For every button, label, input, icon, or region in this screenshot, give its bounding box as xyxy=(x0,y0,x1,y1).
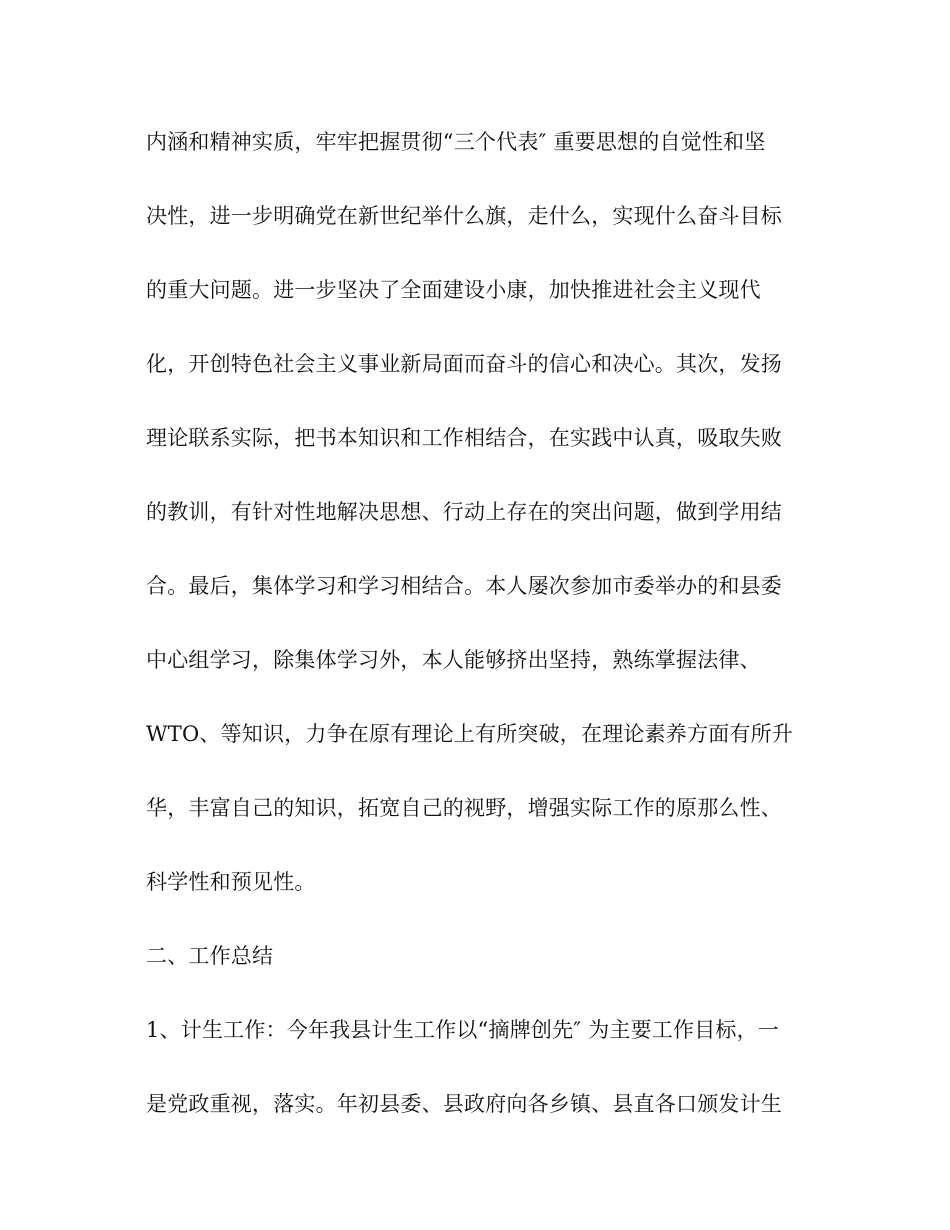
body-text-line: 华，丰富自己的知识，拓宽自己的视野，增强实际工作的原那么性、 xyxy=(146,796,782,820)
body-text-line: 决性，进一步明确党在新世纪举什么旗，走什么，实现什么奋斗目标 xyxy=(146,204,782,228)
body-text-line: 合。最后，集体学习和学习相结合。本人屡次参加市委举办的和县委 xyxy=(146,574,782,598)
body-text-line: 的教训，有针对性地解决思想、行动上存在的突出问题，做到学用结 xyxy=(146,500,782,524)
section-heading: 二、工作总结 xyxy=(146,944,274,968)
body-text-line: 的重大问题。进一步坚决了全面建设小康，加快推进社会主义现代 xyxy=(146,278,761,302)
body-text-line: 理论联系实际，把书本知识和工作相结合，在实践中认真，吸取失败 xyxy=(146,426,782,450)
body-text-line: 是党政重视，落实。年初县委、县政府向各乡镇、县直各口颁发计生 xyxy=(146,1092,782,1116)
body-text-line: 中心组学习，除集体学习外，本人能够挤出坚持，熟练掌握法律、 xyxy=(146,648,761,672)
body-text-line: 化，开创特色社会主义事业新局面而奋斗的信心和决心。其次，发扬 xyxy=(146,352,782,376)
body-text-line: 科学性和预见性。 xyxy=(146,870,316,894)
body-text-line: WTO、等知识，力争在原有理论上有所突破，在理论素养方面有所升 xyxy=(146,722,794,746)
body-text-line: 1、计生工作：今年我县计生工作以“摘牌创先″ 为主要工作目标，一 xyxy=(146,1018,780,1042)
body-text-line: 内涵和精神实质，牢牢把握贯彻“三个代表″ 重要思想的自觉性和坚 xyxy=(146,130,766,154)
